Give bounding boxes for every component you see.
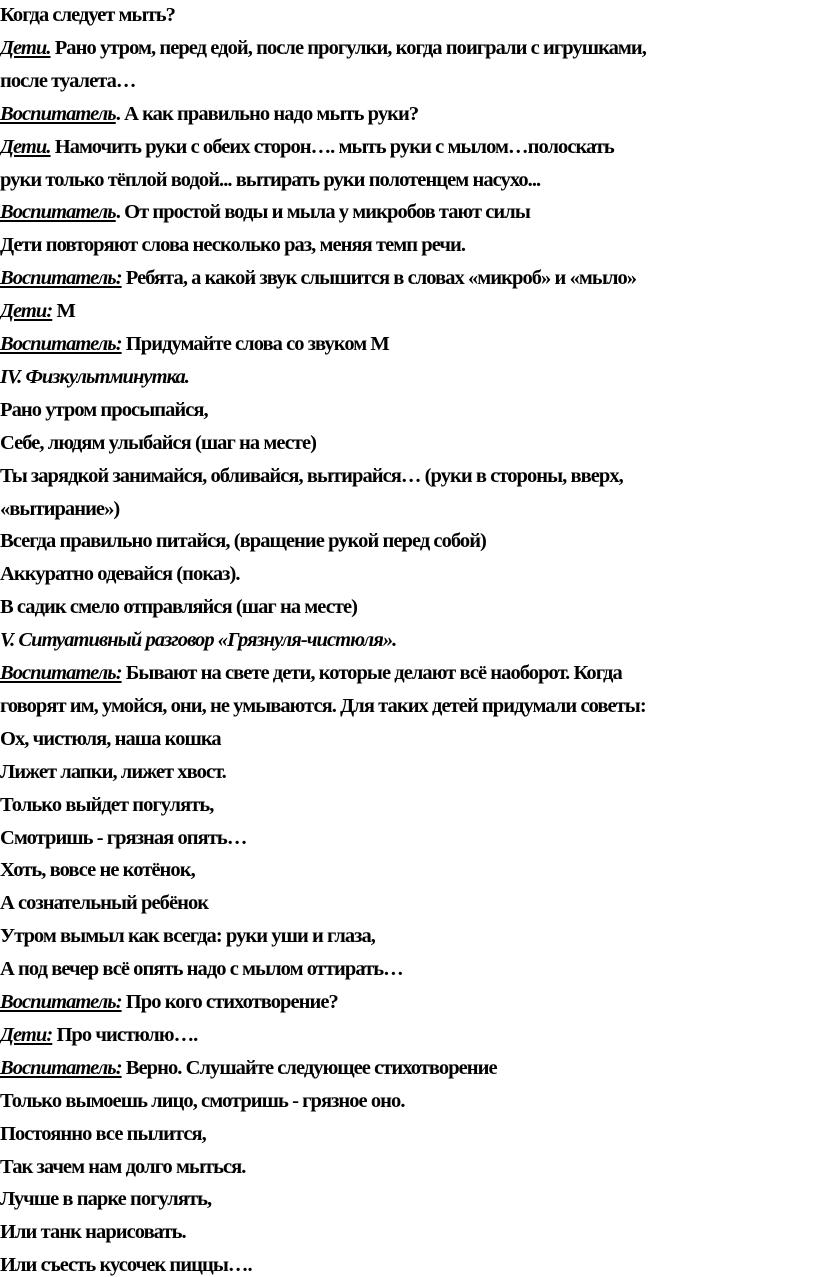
text-run: Только вымоешь лицо, смотришь - грязное оно. — [0, 1090, 405, 1112]
text-line — [0, 1122, 206, 1146]
section-heading: IV. Физкультминутка. — [0, 366, 189, 388]
speaker-label: Дети: — [0, 300, 53, 322]
dialogue-line — [0, 990, 338, 1014]
text-run: Хоть, вовсе не котёнок, — [0, 859, 195, 881]
text-run: Постоянно все пылится, — [0, 1123, 206, 1145]
dialogue-line — [0, 200, 530, 224]
dialogue-line — [0, 36, 646, 60]
text-run: . А как правильно надо мыть руки? — [115, 103, 419, 125]
text-line — [0, 168, 540, 192]
text-line — [0, 858, 195, 882]
text-run: Дети повторяют слова несколько раз, меняя темп речи. — [0, 234, 466, 256]
text-run: Так зачем нам долго мыться. — [0, 1156, 246, 1178]
dialogue-line — [0, 1023, 197, 1047]
text-run: Только выйдет погулять, — [0, 794, 214, 816]
speaker-label: Воспитатель: — [0, 333, 122, 355]
text-run: Или съесть кусочек пиццы…. — [0, 1254, 252, 1276]
dialogue-line — [0, 332, 389, 356]
text-run: после туалета… — [0, 70, 136, 92]
text-line — [0, 562, 240, 586]
text-run: Или танк нарисовать. — [0, 1221, 186, 1243]
text-line — [0, 891, 208, 915]
text-line — [0, 529, 486, 553]
speaker-label: Дети. — [0, 37, 51, 59]
speaker-label: Дети. — [0, 136, 51, 158]
speaker-label: Дети: — [0, 1024, 53, 1046]
text-run: Себе, людям улыбайся (шаг на месте) — [0, 432, 317, 454]
text-line — [0, 826, 246, 850]
text-line — [0, 760, 226, 784]
text-line — [0, 727, 221, 751]
text-line — [0, 1253, 252, 1277]
dialogue-line — [0, 299, 75, 323]
text-run: М — [52, 300, 75, 322]
text-line — [0, 1155, 246, 1179]
dialogue-line — [0, 266, 636, 290]
text-line — [0, 924, 375, 948]
text-run: Лучше в парке погулять, — [0, 1188, 212, 1210]
dialogue-line — [0, 102, 418, 126]
text-run: Про чистюлю…. — [52, 1024, 198, 1046]
section-heading: V. Ситуативный разговор «Грязнуля-чистюля». — [0, 629, 397, 651]
text-run: Верно. Слушайте следующее стихотворение — [121, 1057, 497, 1079]
speaker-label: Воспитатель — [0, 103, 116, 125]
text-run: Придумайте слова со звуком М — [121, 333, 389, 355]
text-run: «вытирание») — [0, 498, 120, 520]
text-run: Ты зарядкой занимайся, обливайся, вытирайся… (руки в стороны, вверх, — [0, 465, 623, 487]
text-run: Ребята, а какой звук слышится в словах «микроб» и «мыло» — [121, 267, 637, 289]
text-line — [0, 3, 175, 27]
text-line — [0, 694, 646, 718]
text-run: Утром вымыл как всегда: руки уши и глаза, — [0, 925, 375, 947]
text-line — [0, 69, 135, 93]
dialogue-line — [0, 661, 622, 685]
dialogue-line — [0, 1056, 497, 1080]
text-line — [0, 1187, 211, 1211]
text-line — [0, 793, 213, 817]
text-run: руки только тёплой водой... вытирать руки полотенцем насухо... — [0, 169, 541, 191]
text-run: . От простой воды и мыла у микробов тают силы — [115, 201, 530, 223]
text-run: Лижет лапки, лижет хвост. — [0, 761, 226, 783]
text-line — [0, 398, 208, 422]
speaker-label: Воспитатель: — [0, 991, 122, 1013]
text-line — [0, 595, 357, 619]
speaker-label: Воспитатель — [0, 201, 116, 223]
text-line — [0, 233, 465, 257]
text-line — [0, 957, 403, 981]
text-line — [0, 464, 623, 488]
text-run: Всегда правильно питайся, (вращение рукой перед собой) — [0, 530, 486, 552]
text-run: Намочить руки с обеих сторон…. мыть руки с мылом…полоскать — [50, 136, 614, 158]
speaker-label: Воспитатель: — [0, 267, 122, 289]
text-line — [0, 431, 316, 455]
text-line — [0, 1220, 186, 1244]
speaker-label: Воспитатель: — [0, 662, 122, 684]
text-run: В садик смело отправляйся (шаг на месте) — [0, 596, 357, 618]
text-run: Про кого стихотворение? — [121, 991, 338, 1013]
dialogue-line — [0, 135, 614, 159]
speaker-label: Воспитатель: — [0, 1057, 122, 1079]
text-run: Ох, чистюля, наша кошка — [0, 728, 221, 750]
text-run: Аккуратно одевайся (показ). — [0, 563, 240, 585]
text-run: А под вечер всё опять надо с мылом оттирать… — [0, 958, 403, 980]
text-run: А сознательный ребёнок — [0, 892, 209, 914]
text-run: Смотришь - грязная опять… — [0, 827, 247, 849]
text-run: говорят им, умойся, они, не умываются. Для таких детей придумали советы: — [0, 695, 646, 717]
text-run: Бывают на свете дети, которые делают всё наоборот. Когда — [121, 662, 622, 684]
text-line — [0, 1089, 405, 1113]
text-line — [0, 497, 119, 521]
text-run: Рано утром просыпайся, — [0, 399, 208, 421]
text-run: Рано утром, перед едой, после прогулки, когда поиграли с игрушками, — [50, 37, 646, 59]
text-run: Когда следует мыть? — [0, 4, 175, 26]
